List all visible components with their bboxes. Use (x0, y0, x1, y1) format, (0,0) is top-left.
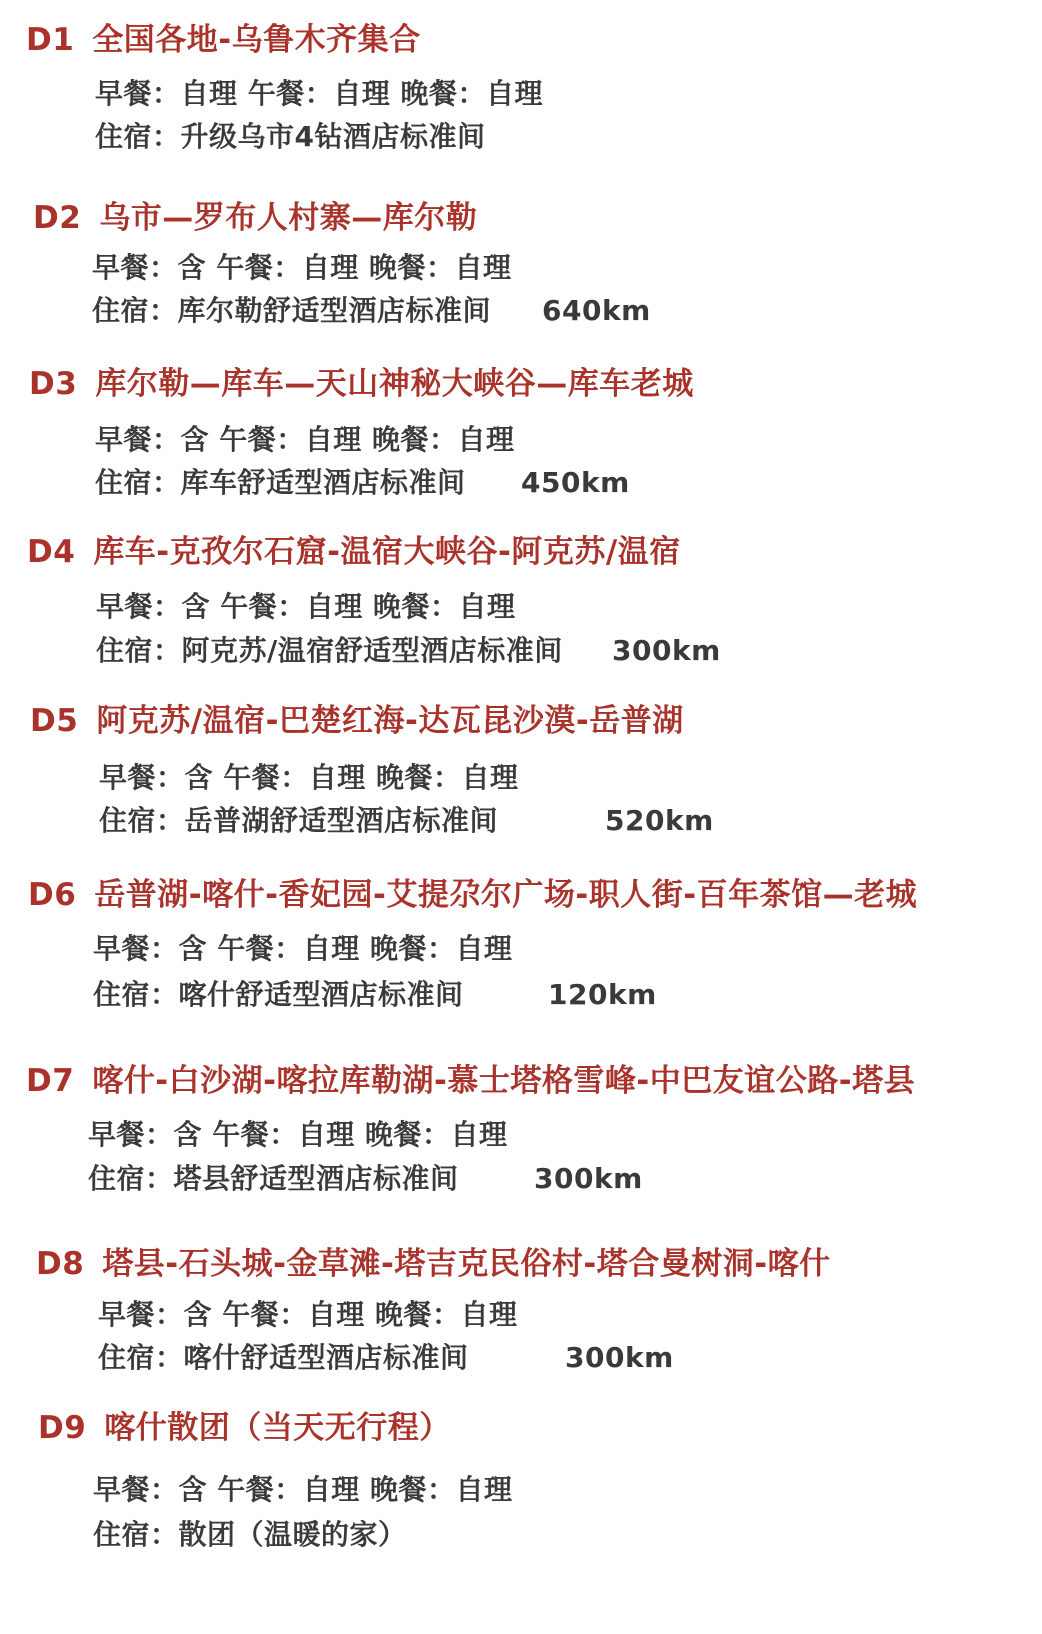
meals-line: 早餐：含 午餐：自理 晚餐：自理 (96, 590, 516, 623)
meals-line: 早餐：自理 午餐：自理 晚餐：自理 (95, 77, 543, 110)
meals-line: 早餐：含 午餐：自理 晚餐：自理 (98, 1298, 518, 1331)
day-code: D6 (28, 877, 77, 913)
hotel-line (95, 119, 485, 155)
day-route: 库车-克孜尔石窟-温宿大峡谷-阿克苏/温宿 (93, 534, 681, 570)
day-route: 阿克苏/温宿-巴楚红海-达瓦昆沙漠-岳普湖 (96, 703, 684, 739)
distance-value: 300km (612, 634, 721, 667)
meals-line: 早餐：含 午餐：自理 晚餐：自理 (88, 1118, 508, 1151)
day-code: D7 (26, 1063, 75, 1099)
hotel-text: 住宿：库尔勒舒适型酒店标准间 (92, 294, 492, 327)
meals-line: 早餐：含 午餐：自理 晚餐：自理 (92, 251, 512, 284)
hotel-text: 住宿：阿克苏/温宿舒适型酒店标准间 (96, 634, 563, 667)
hotel-line (95, 465, 466, 501)
day-title (29, 364, 694, 404)
day-title (28, 875, 917, 915)
hotel-line (92, 293, 491, 329)
hotel-text: 住宿：散团（温暖的家） (93, 1518, 407, 1551)
day-route: 全国各地-乌鲁木齐集合 (92, 22, 421, 58)
hotel-text: 住宿：塔县舒适型酒店标准间 (88, 1162, 459, 1195)
day-title (27, 532, 681, 572)
hotel-line (88, 1161, 459, 1197)
day-code: D8 (36, 1246, 85, 1282)
distance-value: 450km (521, 466, 630, 499)
meals-line: 早餐：含 午餐：自理 晚餐：自理 (93, 932, 513, 965)
day-route: 岳普湖-喀什-香妃园-艾提尕尔广场-职人街-百年茶馆—老城 (94, 877, 918, 913)
hotel-text: 住宿：岳普湖舒适型酒店标准间 (99, 804, 499, 837)
day-route: 喀什散团（当天无行程） (104, 1410, 451, 1446)
hotel-line (93, 977, 464, 1013)
distance (542, 293, 651, 329)
distance (565, 1340, 674, 1376)
day-code: D1 (26, 22, 75, 58)
distance (612, 633, 721, 669)
day-route: 库尔勒—库车—天山神秘大峡谷—库车老城 (95, 366, 694, 402)
distance-value: 300km (534, 1162, 643, 1195)
meals-line: 早餐：含 午餐：自理 晚餐：自理 (99, 761, 519, 794)
day-title (36, 1244, 831, 1284)
day-code: D5 (30, 703, 79, 739)
hotel-line (96, 633, 563, 669)
distance (521, 465, 630, 501)
distance (534, 1161, 643, 1197)
day-code: D3 (29, 366, 78, 402)
day-title (38, 1408, 451, 1448)
day-title (30, 701, 684, 741)
meals-line: 早餐：含 午餐：自理 晚餐：自理 (93, 1473, 513, 1506)
hotel-text: 住宿：喀什舒适型酒店标准间 (93, 978, 464, 1011)
day-title (26, 1061, 915, 1101)
hotel-text: 住宿：库车舒适型酒店标准间 (95, 466, 466, 499)
distance-value: 520km (605, 804, 714, 837)
hotel-line (99, 803, 498, 839)
day-title (26, 20, 421, 60)
day-code: D4 (27, 534, 76, 570)
hotel-line (98, 1340, 469, 1376)
day-route: 喀什-白沙湖-喀拉库勒湖-慕士塔格雪峰-中巴友谊公路-塔县 (92, 1063, 916, 1099)
hotel-line (93, 1517, 407, 1553)
hotel-text: 住宿：升级乌市4钻酒店标准间 (95, 120, 486, 153)
distance-value: 640km (542, 294, 651, 327)
distance-value: 120km (548, 978, 657, 1011)
day-code: D9 (38, 1410, 87, 1446)
distance-value: 300km (565, 1341, 674, 1374)
day-route: 塔县-石头城-金草滩-塔吉克民俗村-塔合曼树洞-喀什 (102, 1246, 831, 1282)
meals-line: 早餐：含 午餐：自理 晚餐：自理 (95, 423, 515, 456)
distance (548, 977, 657, 1013)
day-code: D2 (33, 200, 82, 236)
distance (605, 803, 714, 839)
day-title (33, 198, 477, 238)
day-route: 乌市—罗布人村寨—库尔勒 (99, 200, 478, 236)
hotel-text: 住宿：喀什舒适型酒店标准间 (98, 1341, 469, 1374)
